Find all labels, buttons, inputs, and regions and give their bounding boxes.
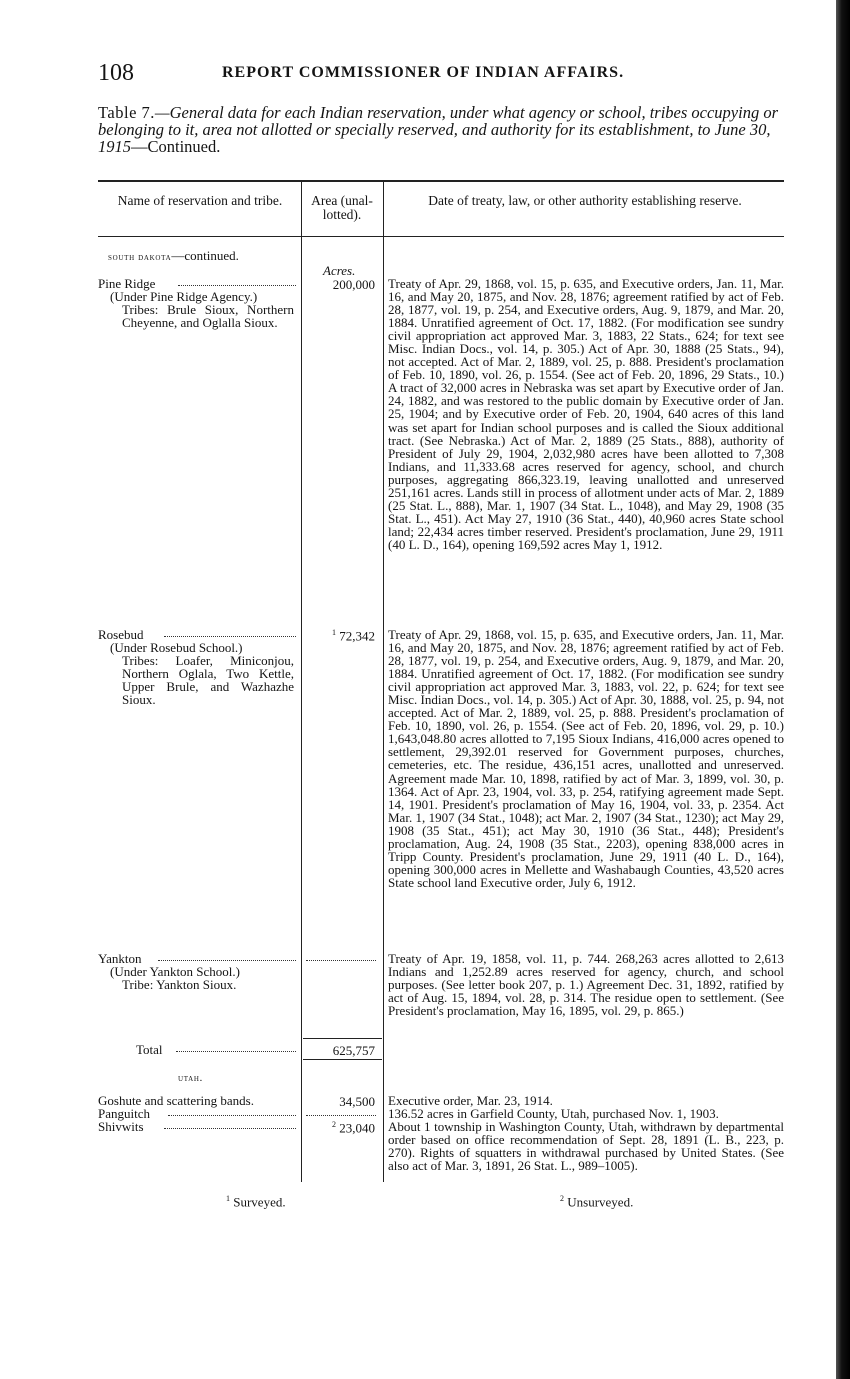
agency-note: (Under Pine Ridge Agency.): [110, 289, 258, 304]
table-top-rule: [98, 180, 784, 182]
header-bottom-rule: [98, 236, 784, 237]
dot-leader: [168, 1115, 296, 1116]
authority-text: 136.52 acres in Garfield County, Utah, purchased Nov. 1, 1903.: [388, 1106, 719, 1121]
authority-text: Treaty of Apr. 29, 1868, vol. 15, p. 635, and Executive orders, Jan. 11, Mar. 16, and May 20, 1875, and Nov. 28, 1876; agreement ratified by act of Feb. 28, 1877, vol. 19, p. 254, and Executive orders, Aug. 9, 1879, and Mar. 20, 1884. Unratified agreement of Oct. 17, 1882. (For modification see sundry civil appropriation act approved Mar. 3, 1883, vol. 22, p. 624; for text see Misc. Indian Docs., vol. 14, p. 305.) Act of Apr. 30, 1888, vol. 25, p. 94, not accepted. Act of Mar. 2, 1889, vol. 25, p. 888. President's proclamation of Feb. 10, 1890, vol. 26, p. 1554. (See act of Feb. 20, 1896, vol. 29, p. 10.) 1,643,048.80 acres allotted to 7,195 Sioux Indians, 416,000 acres opened to settlement, 29,392.01 reserved for Government purposes, churches, cemeteries, etc. The residue, 436,151 acres, unallotted and unreserved. Agreement made Mar. 10, 1898, ratified by act of Mar. 3, 1899, vol. 30, p. 1364. Act of Apr. 23, 1904, vol. 33, p. 254, ratifying agreement made Sept. 14, 1901. President's proclamation of May 16, 1904, vol. 33, p. 2354. Act Mar. 1, 1907 (34 Stat., 1048); act Mar. 2, 1907 (34 Stat., 1230); act May 29, 1908 (35 Stat., 451); act May 30, 1910 (36 Stat., 448); President's proclamation, Aug. 24, 1908 (35 Stat., 2203), opening 838,000 acres in Tripp County. President's proclamation, June 29, 1911 (40 L. D., 164), opening 300,000 acres in Mellette and Washabaugh Counties, 43,520 acres State school land Executive order, July 6, 1912.: [388, 627, 784, 890]
column-header-area: Area (unal-lotted).: [311, 193, 373, 222]
dot-leader: [178, 285, 296, 286]
tribes-list: Tribes: Brule Sioux, Northern Cheyenne, and Oglalla Sioux.: [122, 302, 294, 331]
dot-leader: [158, 960, 296, 961]
caption-suffix: —Continued.: [131, 137, 221, 156]
dot-leader: [164, 636, 296, 637]
reservation-name: Panguitch: [98, 1106, 150, 1121]
footnote: $^1$ Surveyed.: [226, 1194, 286, 1210]
area-unit-label: Acres.: [323, 263, 356, 278]
reservation-name: Shivwits: [98, 1119, 144, 1134]
reservation-name: Pine Ridge: [98, 276, 156, 291]
footnote: $^2$ Unsurveyed.: [560, 1194, 634, 1210]
authority-text: Executive order, Mar. 23, 1914.: [388, 1093, 553, 1108]
reservation-name: Goshute and scattering bands.: [98, 1093, 254, 1108]
page-number: 108: [98, 60, 134, 86]
authority-text: Treaty of Apr. 29, 1868, vol. 15, p. 635, and Executive orders, Jan. 11, Mar. 16, and May 20, 1875, and Nov. 28, 1876; agreement ratified by act of Feb. 28, 1877, vol. 19, p. 254, and Executive orders, Aug. 9, 1879, and Mar. 20, 1884. Unratified agreement of Oct. 17, 1882. (For modification see sundry civil appropriation act approved Mar. 3, 1883, 22 Stats., 624; for text see Misc. Indian Docs., vol. 14, p. 305.) Act of Apr. 30, 1888 (25 Stats., 94), not accepted. Act of Mar. 2, 1889, vol. 25, p. 888. President's proclamation of Feb. 10, 1890, vol. 26, p. 1554. (See act of Feb. 20, 1896, 29 Stats., 10.) A tract of 32,000 acres in Nebraska was set apart by Executive order of Jan. 24, 1882, and was restored to the public domain by Executive order of Jan. 25, 1904; and by Executive order of Feb. 20, 1904, 640 acres of this land was set apart for Indian school purposes and is called the Sioux additional tract. (See Nebraska.) Act of Mar. 2, 1889 (25 Stats., 888), authority of President of July 29, 1904, 2,032,980 acres have been allotted to 7,308 Indians, and 11,333.68 acres reserved for agency, school, and church purposes, aggregating 866,323.19, leaving unallotted and unreserved 251,161 acres. Lands still in process of allotment under acts of Mar. 2, 1889 (25 Stat. L., 888), Mar. 1, 1907 (34 Stat. L., 1048), and May 29, 1908 (35 Stat. L., 451). Act May 27, 1910 (36 Stat., 440), 40,960 acres State school land; 22,434 acres timber reserved. President's proclamation, June 29, 1911 (40 L. D., 164), opening 169,592 acres May 1, 1912.: [388, 276, 784, 552]
column-header-authority: Date of treaty, law, or other authority establishing reserve.: [428, 193, 742, 208]
area-value: $^1$ 72,342: [332, 628, 375, 644]
authority-text: Treaty of Apr. 19, 1858, vol. 11, p. 744. 268,263 acres allotted to 2,613 Indians and 1,252.89 acres reserved for agency, church, and school purposes. (See letter book 207, p. 1.) Agreement Dec. 31, 1892, ratified by act of Aug. 15, 1894, vol. 28, p. 314. The residue open to settlement. (See President's proclamation, May 16, 1895, vol. 29, p. 865.): [388, 951, 784, 1019]
area-value: $^2$ 23,040: [332, 1120, 375, 1136]
area-value: 200,000: [332, 277, 375, 292]
footnote-mark: 1: [332, 628, 336, 637]
total-area: 625,757: [332, 1043, 375, 1058]
footnote-mark: 2: [332, 1120, 336, 1129]
section-heading-south-dakota: south dakota—continued.: [108, 248, 239, 263]
agency-note: (Under Rosebud School.): [110, 640, 243, 655]
tribes-list: Tribe: Yankton Sioux.: [122, 977, 237, 992]
dot-leader: [164, 1128, 296, 1129]
dot-leader: [176, 1051, 296, 1052]
total-rule-bottom: [303, 1059, 382, 1060]
caption-title: —General data for each Indian reservation, under what agency or school, tribes occupying or belonging to it, area not allotted or specially reserved, and authority for its establishment, to June 30, 1915: [98, 103, 779, 156]
column-rule-2: [383, 182, 384, 1182]
reservation-name: Yankton: [98, 951, 142, 966]
total-label: Total: [136, 1042, 163, 1057]
scan-edge: [836, 0, 850, 1379]
authority-text: About 1 township in Washington County, Utah, withdrawn by departmental order based on office recommendation of Sept. 28, 1891 (L. B., 223, p. 270). Rights of squatters in withdrawal purchased by United States. (See also act of Mar. 3, 1891, 26 Stat. L., 989–1005).: [388, 1119, 784, 1174]
section-heading-utah: utah.: [178, 1073, 204, 1084]
area-value: 34,500: [339, 1094, 375, 1109]
running-head: REPORT COMMISSIONER OF INDIAN AFFAIRS.: [222, 64, 625, 81]
caption-label: Table 7.: [98, 103, 155, 122]
dot-leader: [306, 960, 376, 961]
dot-leader: [306, 1115, 376, 1116]
tribes-list: Tribes: Loafer, Miniconjou, Northern Oglala, Two Kettle, Upper Brule, and Wazhazhe Sioux.: [122, 653, 294, 708]
agency-note: (Under Yankton School.): [110, 964, 240, 979]
table-caption: [98, 104, 788, 155]
reservation-name: Rosebud: [98, 627, 144, 642]
column-header-name: Name of reservation and tribe.: [117, 193, 283, 208]
total-rule: [303, 1038, 382, 1039]
column-rule-1: [301, 182, 302, 1182]
